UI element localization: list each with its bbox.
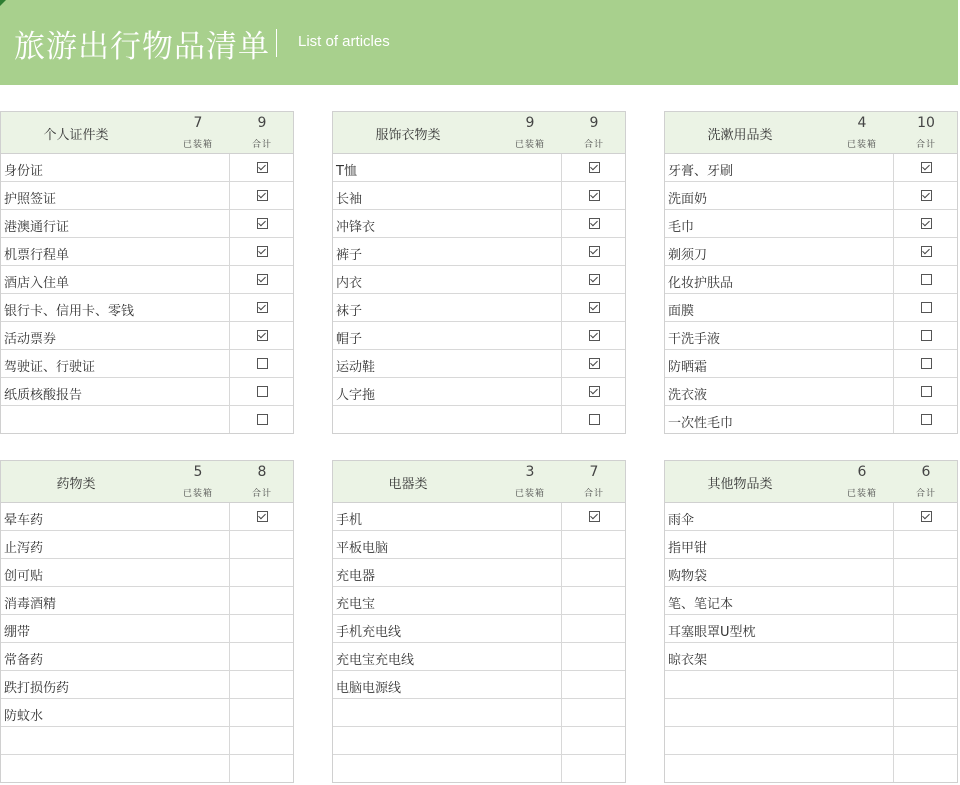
- check-cell[interactable]: [893, 210, 958, 237]
- check-cell[interactable]: [893, 238, 958, 265]
- check-cell[interactable]: [561, 406, 626, 433]
- packed-count: 6: [857, 464, 867, 480]
- list-item: [665, 531, 957, 559]
- total-count: 7: [589, 464, 599, 480]
- checkbox-checked[interactable]: [921, 246, 932, 257]
- category-header: [665, 112, 957, 154]
- checkbox-checked[interactable]: [589, 330, 600, 341]
- category-panel: [332, 111, 626, 434]
- list-item: [1, 587, 293, 615]
- item-name[interactable]: 牙膏、牙刷: [668, 164, 734, 179]
- check-cell[interactable]: [893, 182, 958, 209]
- list-item: [1, 350, 293, 378]
- list-item: [665, 322, 957, 350]
- list-item: [1, 755, 293, 782]
- list-item: [333, 727, 625, 755]
- list-item: [333, 266, 625, 294]
- total-label: 合计: [251, 489, 272, 499]
- check-cell[interactable]: [229, 378, 294, 405]
- check-cell[interactable]: [229, 238, 294, 265]
- list-item: [665, 755, 957, 782]
- check-cell[interactable]: [893, 154, 958, 181]
- check-cell[interactable]: [229, 587, 294, 614]
- list-item: [1, 294, 293, 322]
- check-cell[interactable]: [893, 266, 958, 293]
- item-name[interactable]: 晾衣架: [668, 653, 708, 668]
- checkbox-unchecked[interactable]: [921, 358, 932, 369]
- list-item: [333, 294, 625, 322]
- total-count: 6: [921, 464, 931, 480]
- check-cell[interactable]: [229, 294, 294, 321]
- list-item: [665, 154, 957, 182]
- check-cell[interactable]: [893, 615, 958, 642]
- item-name[interactable]: 酒店入住单: [4, 276, 70, 291]
- list-item: [665, 503, 957, 531]
- item-name[interactable]: 帽子: [336, 332, 363, 347]
- item-name[interactable]: 止泻药: [4, 541, 44, 556]
- check-cell[interactable]: [229, 727, 294, 754]
- total-count: 8: [257, 464, 267, 480]
- item-name[interactable]: 身份证: [4, 164, 44, 179]
- checkbox-unchecked[interactable]: [589, 414, 600, 425]
- packed-count: 5: [193, 464, 203, 480]
- total-label: 合计: [251, 140, 272, 150]
- item-name[interactable]: 袜子: [336, 304, 363, 319]
- check-cell[interactable]: [561, 154, 626, 181]
- item-name[interactable]: 内衣: [336, 276, 363, 291]
- list-item: [333, 559, 625, 587]
- check-cell[interactable]: [561, 378, 626, 405]
- item-name[interactable]: 纸质核酸报告: [4, 388, 83, 403]
- checkbox-checked[interactable]: [257, 162, 268, 173]
- checkbox-unchecked[interactable]: [921, 302, 932, 313]
- item-name[interactable]: 护照签证: [4, 192, 57, 207]
- item-name[interactable]: 裤子: [336, 248, 363, 263]
- checkbox-checked[interactable]: [921, 190, 932, 201]
- item-name[interactable]: 电脑电源线: [336, 681, 402, 696]
- page-title: 旅游出行物品清单: [14, 29, 270, 65]
- list-item: [1, 699, 293, 727]
- category-name: 服饰衣物类: [375, 128, 441, 143]
- check-cell[interactable]: [893, 643, 958, 670]
- item-name[interactable]: 洗面奶: [668, 192, 708, 207]
- total-label: 合计: [915, 140, 936, 150]
- list-item: [333, 587, 625, 615]
- list-item: [665, 727, 957, 755]
- check-cell[interactable]: [561, 727, 626, 754]
- category-header: [665, 461, 957, 503]
- check-cell[interactable]: [561, 238, 626, 265]
- list-item: [1, 559, 293, 587]
- check-cell[interactable]: [561, 671, 626, 698]
- check-cell[interactable]: [893, 503, 958, 530]
- checkbox-unchecked[interactable]: [257, 414, 268, 425]
- checkbox-checked[interactable]: [589, 218, 600, 229]
- category-name: 电器类: [388, 477, 428, 492]
- packed-label: 已装箱: [182, 489, 213, 499]
- checkbox-unchecked[interactable]: [921, 386, 932, 397]
- check-cell[interactable]: [229, 531, 294, 558]
- item-name[interactable]: 面膜: [668, 304, 695, 319]
- check-cell[interactable]: [561, 531, 626, 558]
- list-item: [665, 266, 957, 294]
- item-name[interactable]: 雨伞: [668, 513, 695, 528]
- item-name[interactable]: 充电宝充电线: [336, 653, 415, 668]
- list-item: [333, 210, 625, 238]
- item-name[interactable]: 机票行程单: [4, 248, 70, 263]
- checkbox-unchecked[interactable]: [921, 274, 932, 285]
- list-item: [665, 699, 957, 727]
- check-cell[interactable]: [893, 350, 958, 377]
- list-item: [333, 531, 625, 559]
- list-item: [665, 671, 957, 699]
- item-name[interactable]: 银行卡、信用卡、零钱: [4, 304, 135, 319]
- checkbox-checked[interactable]: [257, 246, 268, 257]
- item-name[interactable]: 消毒酒精: [4, 597, 57, 612]
- check-cell[interactable]: [229, 266, 294, 293]
- item-name[interactable]: 活动票券: [4, 332, 57, 347]
- check-cell[interactable]: [229, 322, 294, 349]
- item-name[interactable]: 晕车药: [4, 513, 44, 528]
- check-cell[interactable]: [893, 755, 958, 782]
- category-panel: [664, 111, 958, 434]
- check-cell[interactable]: [893, 671, 958, 698]
- total-count: 9: [589, 115, 599, 131]
- check-cell[interactable]: [561, 210, 626, 237]
- list-item: [1, 210, 293, 238]
- check-cell[interactable]: [229, 350, 294, 377]
- check-cell[interactable]: [229, 615, 294, 642]
- packed-label: 已装箱: [514, 140, 545, 150]
- category-name: 药物类: [56, 477, 96, 492]
- list-item: [1, 531, 293, 559]
- list-item: [333, 615, 625, 643]
- item-name[interactable]: 创可贴: [4, 569, 44, 584]
- checkbox-unchecked[interactable]: [257, 386, 268, 397]
- list-item: [665, 182, 957, 210]
- checkbox-checked[interactable]: [257, 218, 268, 229]
- category-header: [333, 112, 625, 154]
- check-cell[interactable]: [229, 755, 294, 782]
- checkbox-checked[interactable]: [257, 274, 268, 285]
- item-name[interactable]: 港澳通行证: [4, 220, 70, 235]
- header-banner: [0, 0, 958, 85]
- list-item: [1, 503, 293, 531]
- list-item: [665, 406, 957, 433]
- packed-label: 已装箱: [846, 489, 877, 499]
- check-cell[interactable]: [893, 587, 958, 614]
- list-item: [333, 671, 625, 699]
- category-header: [1, 112, 293, 154]
- list-item: [333, 322, 625, 350]
- check-cell[interactable]: [893, 322, 958, 349]
- total-count: 9: [257, 115, 267, 131]
- item-name[interactable]: 长袖: [336, 192, 363, 207]
- list-item: [333, 154, 625, 182]
- check-cell[interactable]: [893, 559, 958, 586]
- checkbox-unchecked[interactable]: [257, 358, 268, 369]
- checkbox-unchecked[interactable]: [921, 414, 932, 425]
- list-item: [665, 378, 957, 406]
- check-cell[interactable]: [561, 322, 626, 349]
- list-item: [333, 699, 625, 727]
- item-name[interactable]: 防晒霜: [668, 360, 708, 375]
- checkbox-checked[interactable]: [589, 302, 600, 313]
- check-cell[interactable]: [229, 210, 294, 237]
- category-name: 其他物品类: [707, 477, 773, 492]
- list-item: [333, 350, 625, 378]
- item-name[interactable]: 购物袋: [668, 569, 708, 584]
- checkbox-checked[interactable]: [589, 246, 600, 257]
- item-name[interactable]: 防蚊水: [4, 709, 44, 724]
- page-subtitle: List of articles: [298, 33, 390, 50]
- list-item: [665, 294, 957, 322]
- checkbox-checked[interactable]: [589, 511, 600, 522]
- item-name[interactable]: 剃须刀: [668, 248, 708, 263]
- list-item: [1, 643, 293, 671]
- check-cell[interactable]: [893, 378, 958, 405]
- check-cell[interactable]: [561, 615, 626, 642]
- checkbox-checked[interactable]: [589, 274, 600, 285]
- check-cell[interactable]: [229, 503, 294, 530]
- list-item: [1, 322, 293, 350]
- check-cell[interactable]: [561, 503, 626, 530]
- checkbox-checked[interactable]: [921, 218, 932, 229]
- list-item: [333, 182, 625, 210]
- list-item: [1, 154, 293, 182]
- checkbox-checked[interactable]: [921, 162, 932, 173]
- item-name[interactable]: 笔、笔记本: [668, 597, 734, 612]
- check-cell[interactable]: [561, 755, 626, 782]
- packed-label: 已装箱: [182, 140, 213, 150]
- check-cell[interactable]: [561, 559, 626, 586]
- checkbox-checked[interactable]: [257, 330, 268, 341]
- list-item: [1, 615, 293, 643]
- category-panel: [0, 111, 294, 434]
- category-name: 洗漱用品类: [707, 128, 773, 143]
- check-cell[interactable]: [561, 182, 626, 209]
- item-name[interactable]: 手机充电线: [336, 625, 402, 640]
- list-item: [333, 378, 625, 406]
- checkbox-checked[interactable]: [257, 190, 268, 201]
- list-item: [665, 350, 957, 378]
- checkbox-checked[interactable]: [257, 511, 268, 522]
- item-name[interactable]: 平板电脑: [336, 541, 389, 556]
- check-cell[interactable]: [229, 182, 294, 209]
- list-item: [665, 559, 957, 587]
- item-name[interactable]: 冲锋衣: [336, 220, 376, 235]
- category-name: 个人证件类: [43, 128, 109, 143]
- checkbox-checked[interactable]: [589, 190, 600, 201]
- check-cell[interactable]: [561, 643, 626, 670]
- list-item: [333, 238, 625, 266]
- list-item: [333, 406, 625, 433]
- check-cell[interactable]: [561, 699, 626, 726]
- list-item: [333, 755, 625, 782]
- item-name[interactable]: 一次性毛巾: [668, 416, 734, 431]
- item-name[interactable]: 毛巾: [668, 220, 695, 235]
- check-cell[interactable]: [229, 643, 294, 670]
- list-item: [1, 182, 293, 210]
- checkbox-unchecked[interactable]: [921, 330, 932, 341]
- item-name[interactable]: 化妆护肤品: [668, 276, 734, 291]
- check-cell[interactable]: [893, 294, 958, 321]
- list-item: [1, 378, 293, 406]
- list-item: [665, 587, 957, 615]
- check-cell[interactable]: [561, 587, 626, 614]
- check-cell[interactable]: [561, 266, 626, 293]
- packed-label: 已装箱: [846, 140, 877, 150]
- item-name[interactable]: 人字拖: [336, 388, 376, 403]
- total-label: 合计: [583, 489, 604, 499]
- item-name[interactable]: 洗衣液: [668, 388, 708, 403]
- checkbox-checked[interactable]: [257, 302, 268, 313]
- check-cell[interactable]: [893, 699, 958, 726]
- list-item: [665, 238, 957, 266]
- item-name[interactable]: 干洗手液: [668, 332, 721, 347]
- item-name[interactable]: 运动鞋: [336, 360, 376, 375]
- list-item: [1, 671, 293, 699]
- item-name[interactable]: 常备药: [4, 653, 44, 668]
- check-cell[interactable]: [229, 559, 294, 586]
- check-cell[interactable]: [229, 406, 294, 433]
- packed-count: 4: [857, 115, 867, 131]
- checkbox-checked[interactable]: [921, 511, 932, 522]
- item-name[interactable]: 跌打损伤药: [4, 681, 70, 696]
- list-item: [665, 615, 957, 643]
- checkbox-checked[interactable]: [589, 358, 600, 369]
- list-item: [1, 406, 293, 433]
- title-divider: [276, 29, 277, 57]
- packed-label: 已装箱: [514, 489, 545, 499]
- checkbox-checked[interactable]: [589, 386, 600, 397]
- total-label: 合计: [915, 489, 936, 499]
- check-cell[interactable]: [893, 406, 958, 433]
- list-item: [665, 643, 957, 671]
- list-item: [665, 210, 957, 238]
- check-cell[interactable]: [893, 531, 958, 558]
- list-item: [1, 266, 293, 294]
- packed-count: 7: [193, 115, 203, 131]
- packed-count: 3: [525, 464, 535, 480]
- checkbox-checked[interactable]: [589, 162, 600, 173]
- total-count: 10: [917, 115, 935, 131]
- item-name[interactable]: 绷带: [4, 625, 31, 640]
- check-cell[interactable]: [229, 154, 294, 181]
- category-panel: [0, 460, 294, 783]
- list-item: [333, 503, 625, 531]
- check-cell[interactable]: [229, 699, 294, 726]
- list-item: [1, 727, 293, 755]
- category-header: [1, 461, 293, 503]
- category-panel: [332, 460, 626, 783]
- list-item: [333, 643, 625, 671]
- item-name[interactable]: 驾驶证、行驶证: [4, 360, 96, 375]
- check-cell[interactable]: [229, 671, 294, 698]
- category-header: [333, 461, 625, 503]
- item-name[interactable]: 充电器: [336, 569, 376, 584]
- corner-marker: [0, 0, 6, 6]
- list-item: [1, 238, 293, 266]
- check-cell[interactable]: [561, 294, 626, 321]
- check-cell[interactable]: [561, 350, 626, 377]
- item-name[interactable]: T恤: [336, 164, 357, 179]
- item-name[interactable]: 耳塞眼罩U型枕: [668, 625, 756, 640]
- packed-count: 9: [525, 115, 535, 131]
- item-name[interactable]: 指甲钳: [668, 541, 708, 556]
- category-panel: [664, 460, 958, 783]
- total-label: 合计: [583, 140, 604, 150]
- item-name[interactable]: 充电宝: [336, 597, 376, 612]
- item-name[interactable]: 手机: [336, 513, 363, 528]
- check-cell[interactable]: [893, 727, 958, 754]
